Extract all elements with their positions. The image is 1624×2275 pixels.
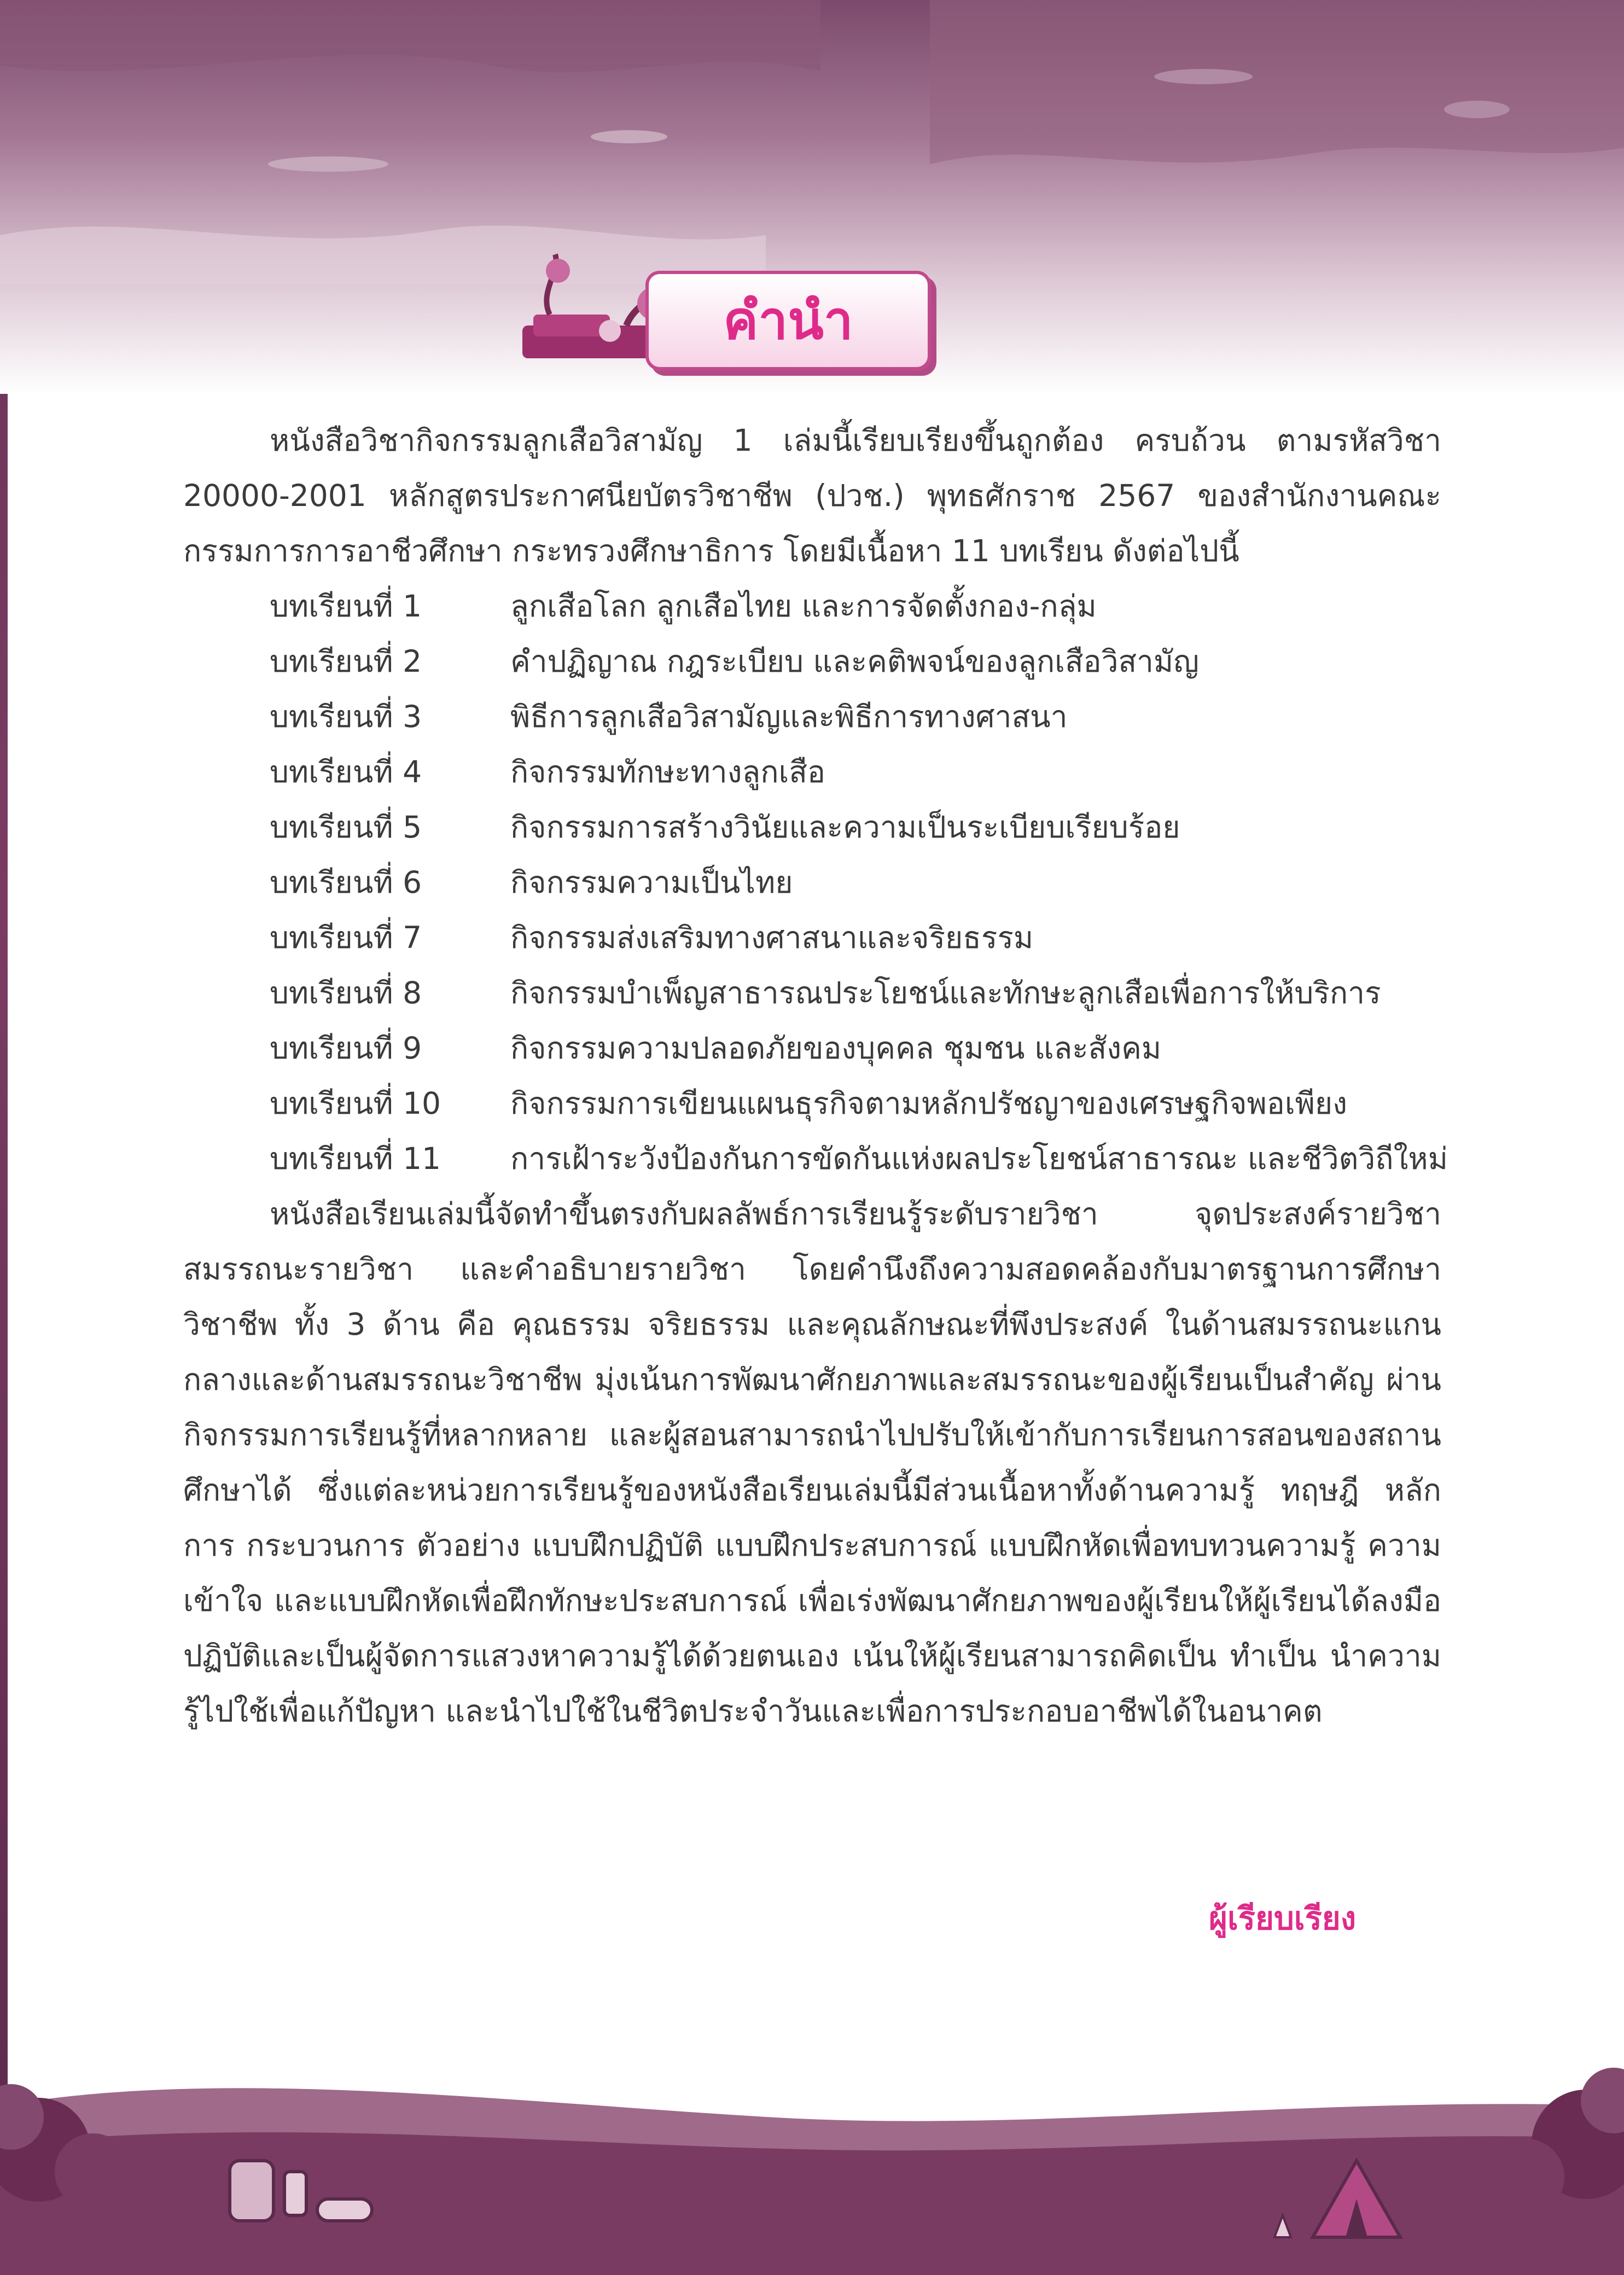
lesson-item [183,1021,1441,1076]
lesson-number: บทเรียนที่ 7 [270,920,422,955]
lesson-title: กิจกรรมส่งเสริมทางศาสนาและจริยธรรม [510,920,1034,955]
lesson-item [183,855,1441,910]
lesson-item [183,689,1441,744]
lesson-list [183,579,1448,1186]
body-paragraph: หนังสือเรียนเล่มนี้จัดทำขึ้นตรงกับผลลัพธ์การเรียนรู้ระดับรายวิชา จุดประสงค์รายวิชา สมรรถนะรายวิชา และคำอธิบายรายวิชา โดยคำนึงถึงความสอดคล้องกับมาตรฐานการศึกษาวิชาชีพ ทั้ง 3 ด้าน คือ คุณธรรม จริยธรรม และคุณลักษณะที่พึงประสงค์ ในด้านสมรรถนะแกนกลางและด้านสมรรถนะวิชาชีพ มุ่งเน้นการพัฒนาศักยภาพและสมรรถนะของผู้เรียนเป็นสำคัญ ผ่านกิจกรรมการเรียนรู้ที่หลากหลาย และผู้สอนสามารถนำไปปรับให้เข้ากับการเรียนการสอนของสถานศึกษาได้ ซึ่งแต่ละหน่วยการเรียนรู้ของหนังสือเรียนเล่มนี้มีส่วนเนื้อหาทั้งด้านความรู้ ทฤษฎี หลักการ กระบวนการ ตัวอย่าง แบบฝึกปฏิบัติ แบบฝึกประสบการณ์ แบบฝึกหัดเพื่อทบทวนความรู้ ความเข้าใจ และแบบฝึกหัดเพื่อฝึกทักษะประสบการณ์ เพื่อเร่งพัฒนาศักยภาพของผู้เรียนให้ผู้เรียนได้ลงมือปฏิบัติและเป็นผู้จัดการแสวงหาความรู้ได้ด้วยตนเอง เน้นให้ผู้เรียนสามารถคิดเป็น ทำเป็น นำความรู้ไปใช้เพื่อแก้ปัญหา และนำไปใช้ในชีวิตประจำวันและเพื่อการประกอบอาชีพได้ในอนาคต [183,1196,1441,1729]
lesson-number: บทเรียนที่ 10 [270,1086,441,1121]
lesson-title: การเฝ้าระวังป้องกันการขัดกันแห่งผลประโยชน์สาธารณะ และชีวิตวิถีใหม่ [510,1141,1448,1176]
page-title: คำนำ [723,290,853,351]
lesson-number: บทเรียนที่ 1 [270,589,422,624]
lesson-item [183,744,1441,800]
lesson-number: บทเรียนที่ 11 [270,1141,441,1176]
title-banner [645,271,931,370]
cloud-shape [591,130,667,143]
cloud-shape [1154,69,1253,84]
lesson-title: พิธีการลูกเสือวิสามัญและพิธีการทางศาสนา [510,699,1068,734]
lesson-number: บทเรียนที่ 4 [270,754,422,789]
lesson-item [183,965,1441,1021]
cloud-shape [1444,101,1510,118]
lesson-item [183,910,1441,965]
lesson-number: บทเรียนที่ 8 [270,975,422,1010]
lesson-title: ลูกเสือโลก ลูกเสือไทย และการจัดตั้งกอง-กลุ่ม [510,589,1097,624]
ground-illustration [0,2035,1624,2275]
lesson-number: บทเรียนที่ 2 [270,644,422,679]
lesson-item [183,579,1441,634]
author-signature: ผู้เรียบเรียง [1209,1900,1357,1937]
intro-paragraph: หนังสือวิชากิจกรรมลูกเสือวิสามัญ 1 เล่มนี้เรียบเรียงขึ้นถูกต้อง ครบถ้วน ตามรหัสวิชา 20000-2001 หลักสูตรประกาศนียบัตรวิชาชีพ (ปวช.) พุทธศักราช 2567 ของสำนักงานคณะกรรมการการอาชีวศึกษา กระทรวงศึกษาธิการ โดยมีเนื้อหา 11 บทเรียน ดังต่อไปนี้ [183,423,1441,568]
lesson-title: กิจกรรมการเขียนแผนธุรกิจตามหลักปรัชญาของเศรษฐกิจพอเพียง [510,1086,1347,1121]
lesson-title: กิจกรรมบำเพ็ญสาธารณประโยชน์และทักษะลูกเสือเพื่อการให้บริการ [510,975,1381,1010]
cloud-shape [268,156,388,172]
lesson-title: กิจกรรมการสร้างวินัยและความเป็นระเบียบเรียบร้อย [510,810,1180,845]
preface-content [183,413,1448,1739]
lesson-number: บทเรียนที่ 5 [270,810,422,845]
lesson-title: คำปฏิญาณ กฎระเบียบ และคติพจน์ของลูกเสือวิสามัญ [510,644,1200,679]
lesson-item [183,1076,1441,1131]
cloud-shape [930,0,1624,164]
lesson-item [183,800,1441,855]
lesson-title: กิจกรรมความเป็นไทย [510,865,793,900]
lesson-number: บทเรียนที่ 6 [270,865,422,900]
lesson-title: กิจกรรมความปลอดภัยของบุคคล ชุมชน และสังคม [510,1031,1162,1066]
lesson-number: บทเรียนที่ 9 [270,1031,422,1066]
lesson-item [183,1131,1448,1186]
lesson-item [183,634,1441,689]
lesson-number: บทเรียนที่ 3 [270,699,422,734]
lesson-title: กิจกรรมทักษะทางลูกเสือ [510,754,825,789]
